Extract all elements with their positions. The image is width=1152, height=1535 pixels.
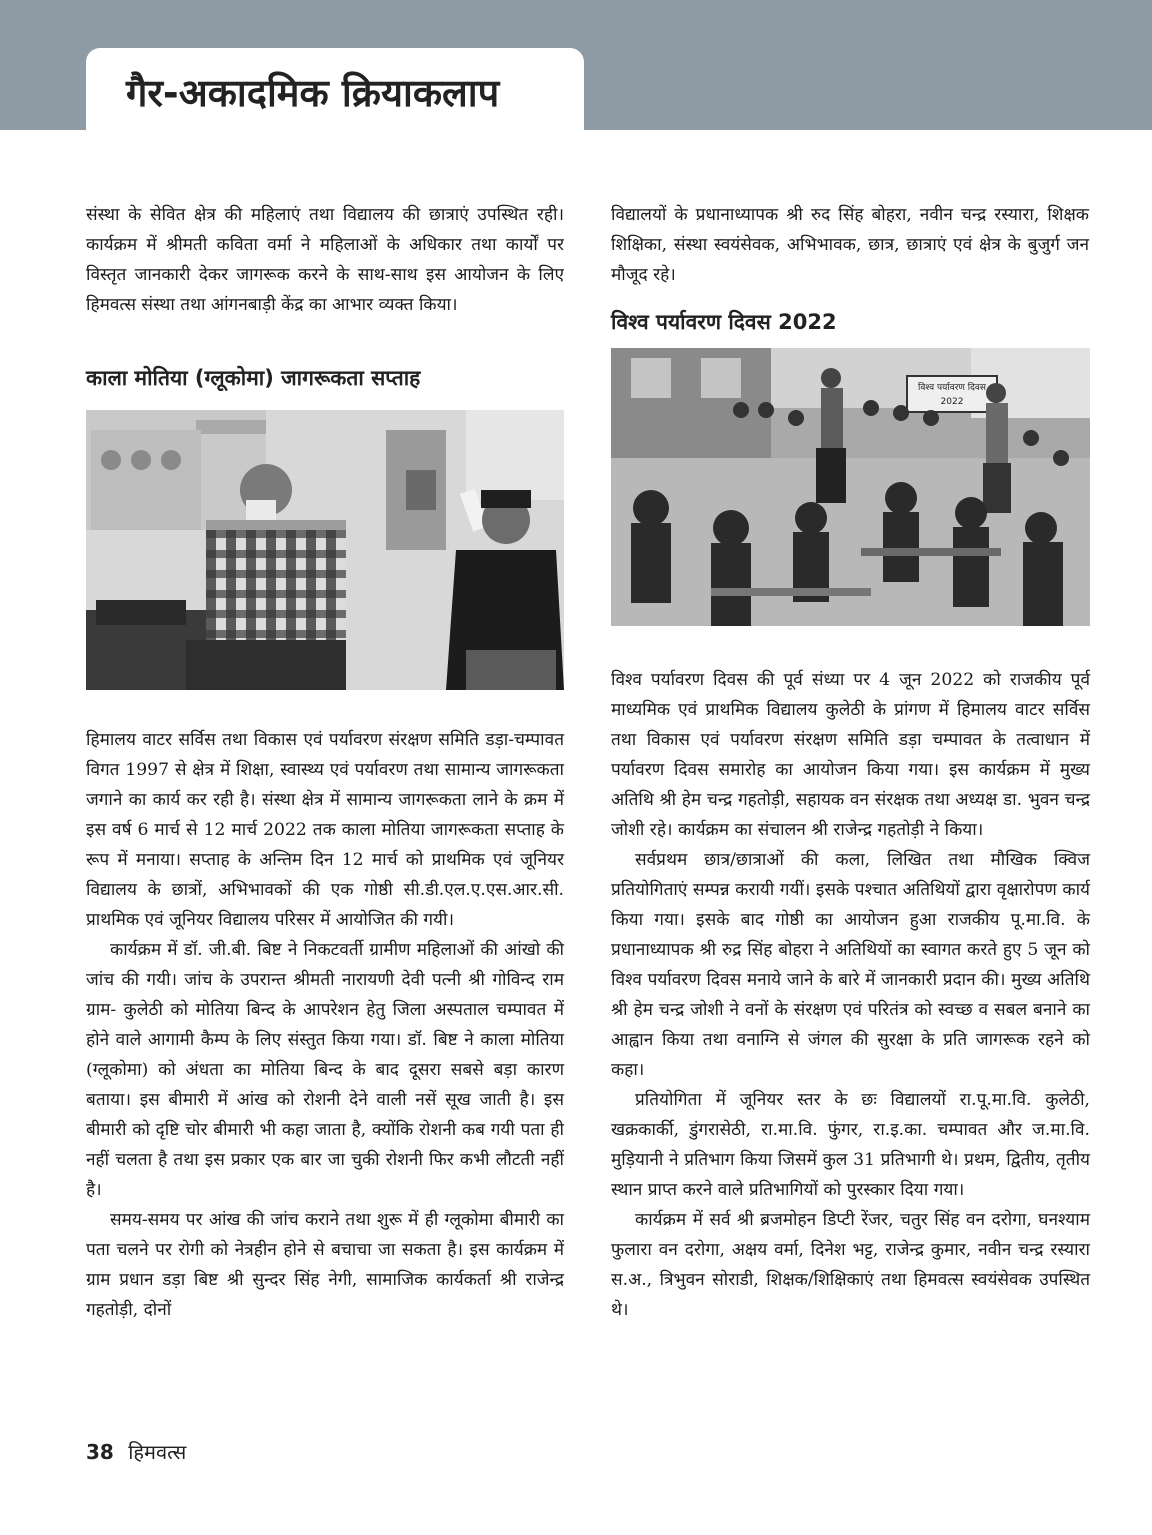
magazine-name: हिमवत्स bbox=[128, 1440, 187, 1464]
left-column bbox=[86, 200, 564, 392]
glaucoma-paragraph-2: कार्यक्रम में डॉ. जी.बी. बिष्ट ने निकटवर्ती ग्रामीण महिलाओं की आंखो की जांच की गयी। जांच के उपरान्त श्रीमती नारायणी देवी पत्नी श्री गोविन्द राम ग्राम- कुलेठी को मोतिया बिन्द के आपरेशन हेतु जिला अस्पताल चम्पावत में होने वाले आगामी कैम्प के लिए संस्तुत किया गया। डॉ. बिष्ट ने काला मोतिया (ग्लूकोमा) को अंधता का मोतिया बिन्द के बाद दूसरा सबसे बड़ा कारण बताया। इस बीमारी में आंख को रोशनी देने वाली नसें सूख जाती है। इस बीमारी को दृष्टि चोर बीमारी भी कहा जाता है, क्योंकि रोशनी कब गयी पता ही नहीं चलता है तथा इस प्रकार एक बार जा चुकी रोशनी फिर कभी लौटती नहीं है। bbox=[86, 940, 564, 1200]
environment-paragraph-4: कार्यक्रम में सर्व श्री ब्रजमोहन डिप्टी रेंजर, चतुर सिंह वन दरोगा, घनश्याम फुलारा वन दरोगा, अक्षय वर्मा, दिनेश भट्ट, राजेन्द्र कुमार, नवीन चन्द्र रस्यारा स.अ., त्रिभुवन सोराडी, शिक्षक/शिक्षिकाएं तथा हिमवत्स स्वयंसेवक उपस्थित थे। bbox=[611, 1210, 1090, 1320]
eye-checkup-photo bbox=[86, 410, 564, 690]
right-column bbox=[611, 200, 1089, 336]
environment-day-photo bbox=[611, 348, 1090, 626]
banner-line-1: विश्व पर्यावरण दिवस bbox=[918, 383, 986, 393]
glaucoma-paragraph-3: समय-समय पर आंख की जांच कराने तथा शुरू में ही ग्लूकोमा बीमारी का पता चलने पर रोगी को नेत्रहीन होने से बचाचा जा सकता है। इस कार्यक्रम में ग्राम प्रधान डड़ा बिष्ट श्री सुन्दर सिंह नेगी, सामाजिक कार्यकर्ता श्री राजेन्द्र गहतोड़ी, दोनों bbox=[86, 1210, 564, 1320]
page-title: गैर-अकादमिक क्रियाकलाप bbox=[126, 71, 500, 115]
banner-line-2: 2022 bbox=[940, 397, 964, 407]
page-number: 38 bbox=[86, 1440, 114, 1464]
left-intro-paragraph: संस्था के सेवित क्षेत्र की महिलाएं तथा विद्यालय की छात्राएं उपस्थित रही। कार्यक्रम में श्रीमती कविता वर्मा ने महिलाओं के अधिकार तथा कार्यों पर विस्तृत जानकारी देकर जागरूक करने के साथ-साथ इस आयोजन के लिए हिमवत्स संस्था तथा आंगनबाड़ी केंद्र का आभार व्यक्त किया। bbox=[86, 205, 564, 315]
right-intro-paragraph: विद्यालयों के प्रधानाध्यापक श्री रुद सिंह बोहरा, नवीन चन्द्र रस्यारा, शिक्षक शिक्षिका, संस्था स्वयंसेवक, अभिभावक, छात्र, छात्राएं एवं क्षेत्र के बुजुर्ग जन मौजूद रहे। bbox=[611, 205, 1089, 285]
page-footer bbox=[86, 1438, 186, 1465]
environment-paragraph-2: सर्वप्रथम छात्र/छात्राओं की कला, लिखित तथा मौखिक क्विज प्रतियोगिताएं सम्पन्न करायी गयीं। इसके पश्चात अतिथियों द्वारा वृक्षारोपण कार्य किया गया। इसके बाद गोष्ठी का आयोजन हुआ राजकीय पू.मा.वि. के प्रधानाध्यापक श्री रुद्र सिंह बोहरा ने अतिथियों का स्वागत करते हुए 5 जून को विश्व पर्यावरण दिवस मनाये जाने के बारे में जानकारी प्रदान की। मुख्य अतिथि श्री हेम चन्द्र जोशी ने वनों के संरक्षण एवं परितंत्र को स्वच्छ व सबल बनाने का आह्वान किया तथा वनाग्नि से जंगल की सुरक्षा के प्रति जागरूक रहने को कहा। bbox=[611, 850, 1090, 1080]
environment-paragraph-3: प्रतियोगिता में जूनियर स्तर के छः विद्यालयों रा.पू.मा.वि. कुलेठी, खक्रकार्की, डुंगरासेठी, रा.मा.वि. फुंगर, रा.इ.का. चम्पावत और ज.मा.वि. मुड़ियानी ने प्रतिभाग किया जिसमें कुल 31 प्रतिभागी थे। प्रथम, द्वितीय, तृतीय स्थान प्राप्त करने वाले प्रतिभागियों को पुरस्कार दिया गया। bbox=[611, 1090, 1091, 1200]
environment-day-heading: विश्व पर्यावरण दिवस 2022 bbox=[611, 310, 837, 334]
environment-paragraph-1: विश्व पर्यावरण दिवस की पूर्व संध्या पर 4 जून 2022 को राजकीय पूर्व माध्यमिक एवं प्राथमिक विद्यालय कुलेठी के प्रांगण में हिमालय वाटर सर्विस तथा विकास एवं पर्यावरण संरक्षण समिति डड़ा चम्पावत के तत्वाधान में पर्यावरण दिवस समारोह का आयोजन किया गया। इस कार्यक्रम में मुख्य अतिथि श्री हेम चन्द्र गहतोड़ी, सहायक वन संरक्षक तथा अध्यक्ष डा. भुवन चन्द्र जोशी रहे। कार्यक्रम का संचालन श्री राजेन्द्र गहतोड़ी ने किया। bbox=[611, 670, 1090, 840]
environment-day-illustration bbox=[611, 348, 1090, 626]
right-column-lower bbox=[611, 665, 1090, 1325]
title-tab bbox=[86, 48, 584, 134]
glaucoma-heading: काला मोतिया (ग्लूकोमा) जागरूकता सप्ताह bbox=[86, 366, 421, 390]
glaucoma-paragraph-1: हिमालय वाटर सर्विस तथा विकास एवं पर्यावरण संरक्षण समिति डड़ा-चम्पावत विगत 1997 से क्षेत्र में शिक्षा, स्वास्थ्य एवं पर्यावरण तथा सामान्य जागरूकता जगाने का कार्य कर रही है। संस्था क्षेत्र में सामान्य जागरूकता लाने के क्रम में इस वर्ष 6 मार्च से 12 मार्च 2022 तक काला मोतिया जागरूकता सप्ताह के रूप में मनाया। सप्ताह के अन्तिम दिन 12 मार्च को प्राथमिक एवं जूनियर विद्यालय के छात्रों, अभिभावकों की एक गोष्ठी सी.डी.एल.ए.एस.आर.सी. प्राथमिक एवं जूनियर विद्यालय परिसर में आयोजित की गयी। bbox=[86, 730, 564, 930]
left-column-lower bbox=[86, 725, 564, 1325]
eye-checkup-illustration bbox=[86, 410, 564, 690]
